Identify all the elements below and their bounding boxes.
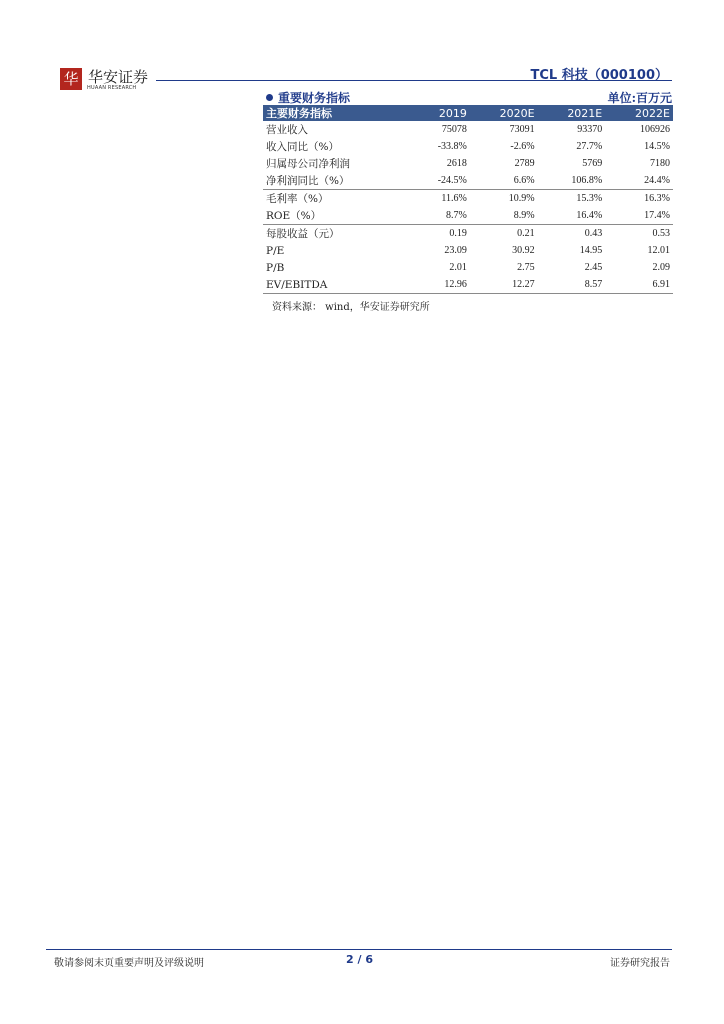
source-note: 资料来源： wind，华安证券研究所	[272, 302, 430, 313]
table-cell: 14.95	[579, 245, 603, 256]
table-cell: 0.21	[470, 225, 538, 243]
table-cell: 0.43	[538, 225, 606, 243]
section-title: 重要财务指标	[278, 91, 351, 105]
table-cell: 12.27	[470, 276, 538, 294]
table-cell: 10.9%	[470, 190, 538, 208]
table-cell: 8.7%	[446, 210, 467, 221]
table-cell: 30.92	[512, 245, 535, 256]
footer-divider	[46, 949, 672, 950]
table-cell: 7180	[650, 158, 670, 169]
table-cell: 75078	[441, 124, 467, 135]
row-label: 净利润同比（%）	[266, 175, 350, 187]
table-cell: 6.6%	[513, 175, 535, 186]
report-type: 证券研究报告	[610, 958, 670, 969]
table-cell: 73091	[509, 124, 535, 135]
table-cell: 16.4%	[576, 210, 603, 221]
brand-name-cn: 华安证券	[88, 68, 149, 86]
table-row	[263, 172, 673, 190]
table-cell: 2618	[446, 158, 467, 169]
table-cell: 0.53	[605, 225, 673, 243]
table-cell: -24.5%	[437, 175, 467, 186]
table-row	[263, 242, 673, 259]
table-cell: 93370	[577, 124, 603, 135]
row-label: 归属母公司净利润	[266, 158, 350, 170]
row-label: 收入同比（%）	[266, 141, 339, 153]
unit-label: 单位:百万元	[607, 91, 672, 105]
table-cell: 2.09	[652, 262, 670, 273]
table-cell: 106926	[640, 124, 670, 135]
table-cell: 27.7%	[576, 141, 603, 152]
row-label: 营业收入	[266, 124, 308, 136]
row-label: 毛利率（%）	[263, 190, 412, 208]
table-cell: -2.6%	[510, 141, 535, 152]
table-header-row	[263, 105, 673, 121]
table-cell: 8.57	[538, 276, 606, 294]
table-row	[263, 225, 673, 243]
table-header-cell: 主要财务指标	[263, 105, 412, 121]
table-row	[263, 155, 673, 172]
table-row	[263, 121, 673, 138]
table-cell: 2.45	[584, 262, 603, 273]
table-row	[263, 207, 673, 225]
table-cell: 2.75	[517, 262, 535, 273]
bullet-icon	[266, 94, 273, 101]
table-header-cell: 2020E	[470, 105, 538, 121]
table-cell: 12.96	[412, 276, 470, 294]
table-cell: 6.91	[605, 276, 673, 294]
disclaimer-note: 敬请参阅末页重要声明及评级说明	[54, 958, 204, 969]
row-label: ROE（%）	[266, 210, 322, 222]
section-header	[264, 89, 672, 105]
table-cell: 106.8%	[571, 175, 603, 186]
report-title: TCL 科技（000100）	[530, 68, 668, 83]
table-cell: 17.4%	[644, 210, 670, 221]
row-label: 每股收益（元）	[263, 225, 412, 243]
table-cell: 12.01	[647, 245, 670, 256]
seal-logo-icon	[60, 68, 82, 90]
row-label: P/B	[266, 261, 285, 274]
table-header-cell: 2019	[412, 105, 470, 121]
page-number: 2 / 6	[346, 953, 373, 966]
row-label: EV/EBITDA	[263, 276, 412, 294]
table-row	[263, 259, 673, 276]
table-header-cell: 2021E	[538, 105, 606, 121]
table-row	[263, 190, 673, 208]
table-cell: 23.09	[444, 245, 467, 256]
table-header-cell: 2022E	[605, 105, 673, 121]
table-cell: 14.5%	[644, 141, 670, 152]
table-cell: 2789	[514, 158, 535, 169]
row-label: P/E	[266, 244, 285, 257]
table-cell: 24.4%	[644, 175, 670, 186]
table-cell: 0.19	[412, 225, 470, 243]
header-divider	[156, 80, 672, 81]
table-cell: 2.01	[449, 262, 467, 273]
table-cell: -33.8%	[437, 141, 467, 152]
table-cell: 16.3%	[605, 190, 673, 208]
table-cell: 11.6%	[412, 190, 470, 208]
table-cell: 5769	[582, 158, 603, 169]
table-row	[263, 276, 673, 294]
seal-glyph: 华	[63, 70, 79, 88]
table-cell: 15.3%	[538, 190, 606, 208]
brand-name-en: HUAAN RESEARCH	[87, 85, 137, 91]
huaan-logo	[60, 66, 156, 96]
table-row	[263, 138, 673, 155]
financial-indicators-table	[263, 105, 673, 294]
table-cell: 8.9%	[513, 210, 535, 221]
